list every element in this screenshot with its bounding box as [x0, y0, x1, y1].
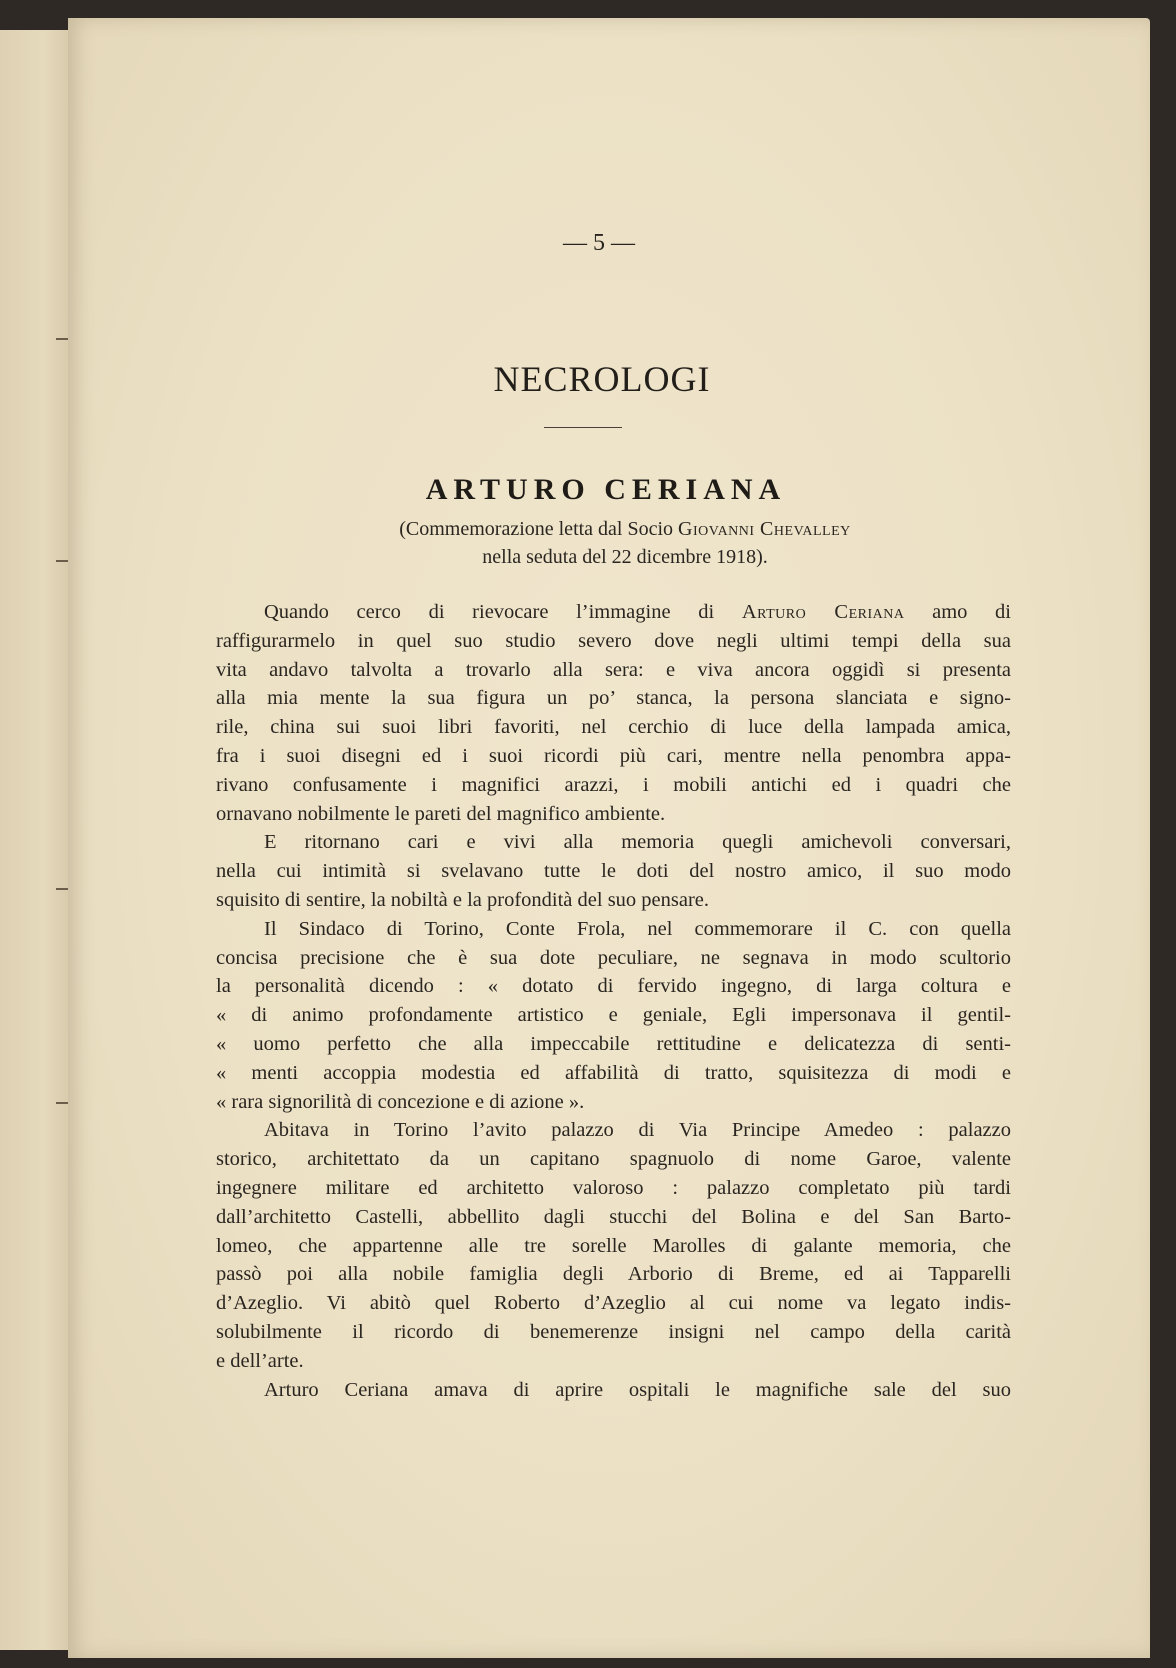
text-line: dall’architetto Castelli, abbellito dagli stucchi del Bolina e del San Barto-	[216, 1205, 1011, 1228]
title-rule	[544, 427, 622, 428]
section-title: NECROLOGI	[493, 359, 711, 399]
subtitle-author-name: Giovanni Chevalley	[678, 518, 851, 540]
subtitle-line-1	[100, 518, 1150, 541]
text-line: Arturo Ceriana amava di aprire ospitali le magnifiche sale del suo	[264, 1378, 1011, 1401]
page-edge-mark	[56, 1102, 68, 1104]
text-line: « di animo profondamente artistico e geniale, Egli impersonava il gentil-	[216, 1004, 1011, 1027]
person-name: Arturo Ceriana	[741, 601, 905, 623]
text-line: E ritornano cari e vivi alla memoria quegli amichevoli conversari,	[264, 831, 1011, 854]
text-line: solubilmente il ricordo di benemerenze insigni nel campo della carità	[216, 1320, 1011, 1343]
text-line: « uomo perfetto che alla impeccabile rettitudine e delicatezza di senti-	[216, 1032, 1011, 1055]
text-line: Il Sindaco di Torino, Conte Frola, nel commemorare il C. con quella	[264, 917, 1011, 940]
text-line: alla mia mente la sua figura un po’ stanca, la persona slanciata e signo-	[216, 687, 1011, 710]
text-line: concisa precisione che è sua dote peculiare, ne segnava in modo scultorio	[216, 946, 1011, 969]
text-line: la personalità dicendo : « dotato di fervido ingegno, di larga coltura e	[216, 975, 1011, 998]
text-line: raffigurarmelo in quel suo studio severo dove negli ultimi tempi della sua	[216, 629, 1011, 652]
text-line: lomeo, che appartenne alle tre sorelle Marolles di galante memoria, che	[216, 1234, 1011, 1257]
text-line: fra i suoi disegni ed i suoi ricordi più cari, mentre nella penombra appa-	[216, 744, 1011, 767]
text-line: « menti accoppia modestia ed affabilità di tratto, squisitezza di modi e	[216, 1061, 1011, 1084]
page-number: — 5 —	[563, 230, 635, 256]
page-edge-mark	[56, 560, 68, 562]
text-line: squisito di sentire, la nobiltà e la profondità del suo pensare.	[216, 888, 710, 911]
text-line	[216, 598, 1011, 627]
text-line: rile, china sui suoi libri favoriti, nel cerchio di luce della lampada amica,	[216, 716, 1011, 739]
text-fragment: amo di	[904, 601, 1011, 623]
article-body	[216, 598, 1011, 1404]
text-line: e dell’arte.	[216, 1349, 304, 1372]
page-edge-mark	[56, 338, 68, 340]
previous-page-edge	[0, 30, 73, 1650]
text-line: vita andavo talvolta a trovarlo alla sera: e viva ancora oggidì si presenta	[216, 658, 1011, 681]
text-line: storico, architettato da un capitano spagnuolo di nome Garoe, valente	[216, 1148, 1011, 1171]
document-page	[68, 18, 1150, 1658]
text-line: ornavano nobilmente le pareti del magnifico ambiente.	[216, 802, 666, 825]
article-title: ARTURO CERIANA	[425, 473, 787, 506]
page-edge-mark	[56, 888, 68, 890]
subtitle-prefix: (Commemorazione letta dal Socio	[399, 518, 679, 540]
text-line: Abitava in Torino l’avito palazzo di Via Principe Amedeo : palazzo	[264, 1119, 1011, 1142]
text-line: nella cui intimità si svelavano tutte le doti del nostro amico, il suo modo	[216, 860, 1011, 883]
text-fragment: Quando cerco di rievocare l’immagine di	[264, 601, 742, 623]
text-line: rivano confusamente i magnifici arazzi, i mobili antichi ed i quadri che	[216, 773, 1011, 796]
text-line: passò poi alla nobile famiglia degli Arborio di Breme, ed ai Tapparelli	[216, 1263, 1011, 1286]
text-line: ingegnere militare ed architetto valoroso : palazzo completato più tardi	[216, 1176, 1011, 1199]
subtitle-line-2: nella seduta del 22 dicembre 1918).	[482, 546, 768, 568]
text-line: d’Azeglio. Vi abitò quel Roberto d’Azeglio al cui nome va legato indis-	[216, 1292, 1011, 1315]
text-line: « rara signorilità di concezione e di azione ».	[216, 1090, 585, 1113]
